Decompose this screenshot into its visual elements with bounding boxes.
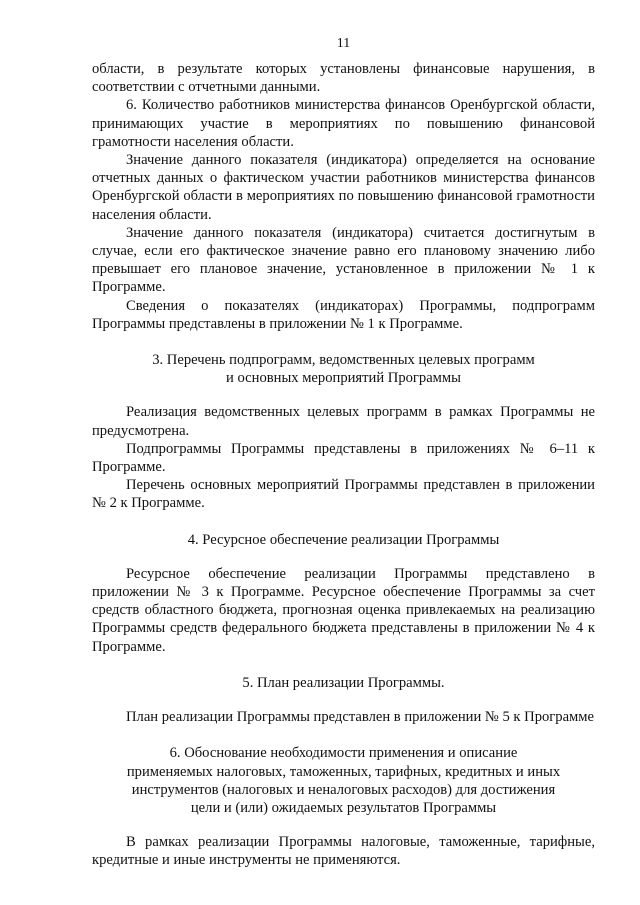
heading-line: и основных мероприятий Программы <box>226 370 461 387</box>
paragraph: области, в результате которых установлены финансовые нарушения, в соответствии с отчетными данными. <box>92 61 595 96</box>
section-heading-6 <box>92 744 595 817</box>
heading-line: 6. Обоснование необходимости применения и описание <box>169 745 518 762</box>
heading-line: цели и (или) ожидаемых результатов Программы <box>190 799 497 816</box>
section-heading-5 <box>92 674 595 692</box>
heading-line: применяемых налоговых, таможенных, тарифных, кредитных и иных <box>126 763 561 780</box>
paragraph: Подпрограммы Программы представлены в приложениях № 6–11 к Программе. <box>92 440 595 476</box>
heading-line: 4. Ресурсное обеспечение реализации Программы <box>187 531 500 548</box>
heading-line: 5. План реализации Программы. <box>242 674 445 691</box>
paragraph: 6. Количество работников министерства финансов Оренбургской области, принимающих участие в мероприятиях по повышению финансовой грамотности населения области. <box>92 97 595 150</box>
section-heading-3 <box>92 351 595 387</box>
paragraph: Сведения о показателях (индикаторах) Программы, подпрограмм Программы представлены в приложении № 1 к Программе. <box>92 297 595 332</box>
section-heading-4 <box>92 531 595 549</box>
paragraph: Перечень основных мероприятий Программы представлен в приложении № 2 к Программе. <box>92 477 595 512</box>
paragraph: Реализация ведомственных целевых программ в рамках Программы не предусмотрена. <box>92 404 595 439</box>
paragraph: Ресурсное обеспечение реализации Программы представлено в приложении № 3 к Программе. Ресурсное обеспечение Программы за счет средств областного бюджета, прогнозная оценка привлекаемых на реализацию Программы средств федерального бюджета представлены в приложении № 4 к Программе. <box>92 565 595 655</box>
paragraph: В рамках реализации Программы налоговые, таможенные, тарифные, кредитные и иные инструменты не применяются. <box>92 834 595 869</box>
paragraph: План реализации Программы представлен в приложении № 5 к Программе <box>126 709 595 726</box>
paragraph: Значение данного показателя (индикатора) определяется на основание отчетных данных о фактическом участии работников министерства финансов Оренбургской области в мероприятиях по повышению финансовой грамотности населения области. <box>92 152 595 223</box>
paragraph: Значение данного показателя (индикатора) считается достигнутым в случае, если его фактическое значение равно его плановому значению либо превышает его плановое значение, установленное в приложении № 1 к Программе. <box>92 224 595 296</box>
page-number: 11 <box>336 36 351 51</box>
heading-line: инструментов (налоговых и неналоговых расходов) для достижения <box>131 781 556 798</box>
heading-line: 3. Перечень подпрограмм, ведомственных целевых программ <box>152 352 535 369</box>
